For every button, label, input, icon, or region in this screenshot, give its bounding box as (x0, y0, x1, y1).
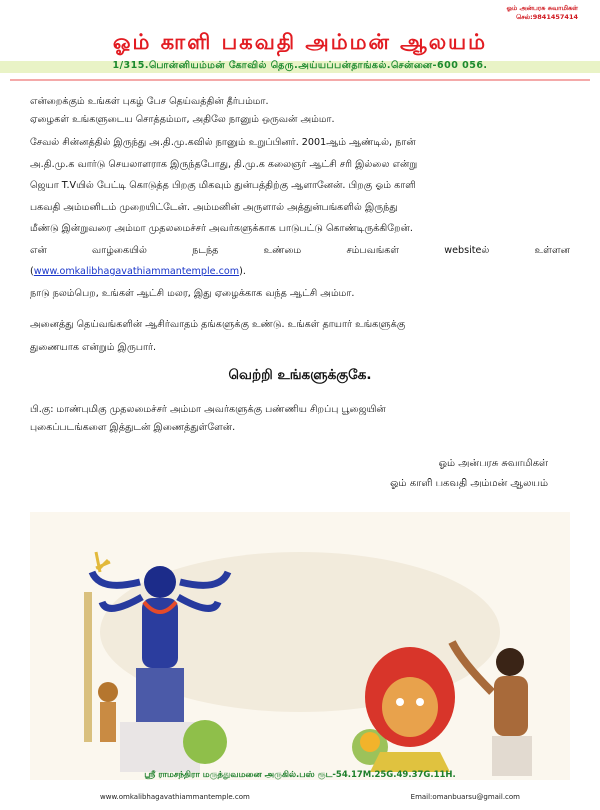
contact-block (507, 4, 578, 22)
address-band (0, 58, 600, 76)
word: உண்மை (263, 244, 302, 256)
story-line: அ.தி.மு.க வார்டு செயலாளராக இருந்தபோது, தி.மு.க கலைஞர் ஆட்சி சரி இல்லை என்று (30, 158, 418, 170)
photo-illustration (30, 512, 570, 780)
story-line: மீண்டு இன்றுவரை அம்மா முதலமைச்சர் அவர்களுக்காக பாடுபட்டு கொண்டிருக்கிறேன். (30, 223, 413, 234)
contact-phone: செல்:9841457414 (516, 13, 578, 21)
temple-title: ஓம் காளி பகவதி அம்மன் ஆலயம் (112, 30, 488, 54)
story-line: ஜெயா T.Vயில் பேட்டி கொடுத்த பிறகு மிகவும் துன்பத்திற்கு ஆளானேன். பிறகு ஓம் காளி (30, 180, 416, 191)
website-words-line (30, 240, 570, 262)
word: என் (30, 244, 47, 256)
footer-website: www.omkalibhagavathiammantemple.com (100, 793, 250, 801)
story-line: சேவல் சின்னத்தில் இருந்து அ.தி.மு.கவில் நானும் உறுப்பினர். 2001ஆம் ஆண்டில், நான் (30, 137, 416, 148)
word: வாழ்கையில் (92, 244, 147, 256)
blessing-line-2: துணையாக என்றும் இருபார். (30, 342, 157, 353)
paren-close: ). (239, 266, 246, 277)
body-line-1: என்றைக்கும் உங்கள் புகழ் பேச தெய்வத்தின் தீர்பம்மா. (30, 96, 269, 107)
closing-line: வெற்றி உங்களுக்குகே. (228, 367, 372, 383)
signature-block (390, 454, 548, 494)
footer-landmark: ஸ்ரீ ராமசந்திரா மருத்துவமனை அருகில்.பஸ் ரூட-54.17M.25G.49.37G.11H. (144, 770, 456, 780)
opening-lines (30, 93, 570, 129)
word: சம்பவங்கள் (346, 244, 400, 256)
footer-email: Email:omanbuarsu@gmail.com (410, 793, 520, 801)
postscript (30, 401, 570, 437)
blessing-paragraph (30, 313, 570, 359)
header-divider (10, 79, 590, 81)
address-text: 1/315.பொன்னியம்மன் கோவில் தெரு.அய்யப்பன்தாங்கல்.சென்னை-600 056. (112, 60, 488, 71)
story-line: பகவதி அம்மனிடம் முறையிட்டேன். அம்மனின் அருளால் அத்துன்பங்களில் இருந்து (30, 201, 398, 213)
website-link[interactable]: www.omkalibhagavathiammantemple.com (33, 266, 240, 277)
signature-temple: ஓம் காளி பகவதி அம்மன் ஆலயம் (390, 478, 548, 489)
word: நடந்த (192, 244, 219, 256)
word: websiteல் (444, 244, 490, 256)
signature-name: ஓம் அன்பரசு சுவாமிகள் (438, 458, 548, 469)
ps-line-2: புகைப்படங்களை இத்துடன் இணைத்துள்ளேன். (30, 422, 236, 433)
blessing-line-1: அனைத்து தெய்வங்களின் ஆசிர்வாதம் தங்களுக்கு உண்டு. உங்கள் தாயார் உங்களுக்கு (30, 319, 406, 330)
word: உள்ளன (534, 244, 570, 256)
contact-name: ஓம் அன்பரசு சுவாமிகள் (506, 4, 578, 12)
body-line-2: ஏழைகள் உங்களுடைய சொத்தம்மா, அதிலே நானும் ஒருவன் அம்மா. (30, 114, 335, 125)
story-paragraph (30, 132, 570, 304)
footer-contacts (100, 793, 520, 807)
paren-open: ( (30, 266, 34, 277)
wish-line: நாடு நலம்பெற, உங்கள் ஆட்சி மலர, இது ஏழைக்காக வந்த ஆட்சி அம்மா. (30, 287, 355, 299)
website-line (30, 261, 570, 283)
temple-photo (30, 512, 570, 780)
ps-line-1: பி.கு: மாண்புமிகு முதலமைச்சர் அம்மா அவர்களுக்கு பண்ணிய சிறப்பு பூஜையின் (30, 404, 386, 415)
